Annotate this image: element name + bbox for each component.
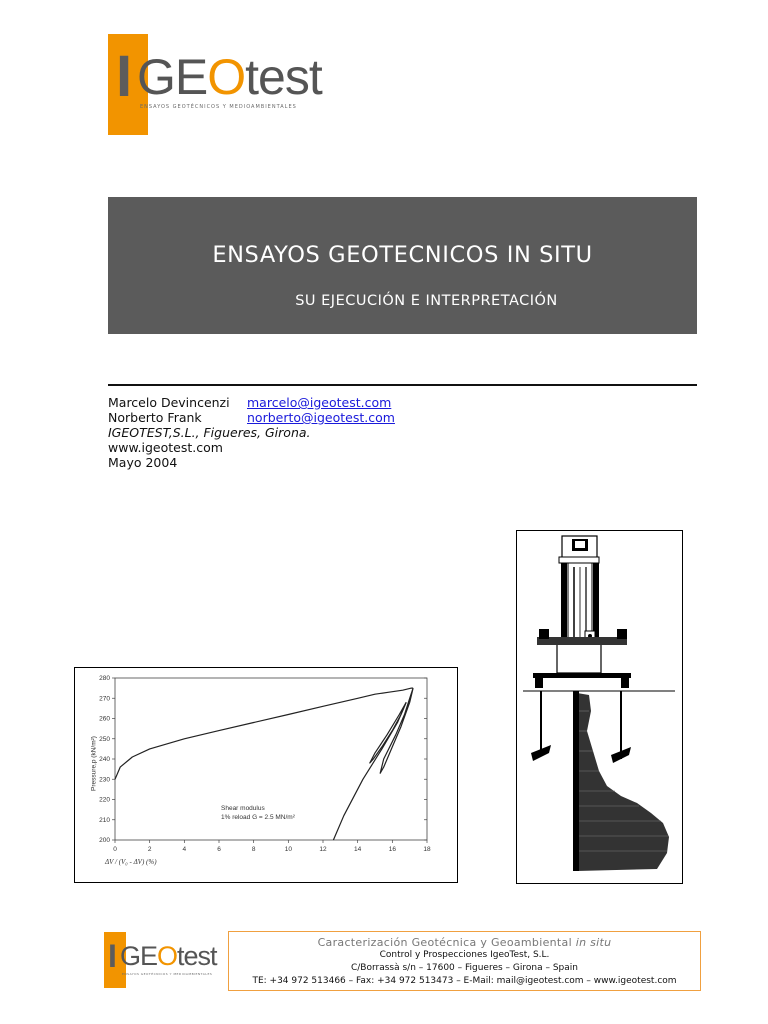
pressure-curve [115, 688, 413, 779]
date-text: Mayo 2004 [108, 455, 178, 470]
author-row [108, 395, 528, 410]
footer-company: Control y Prospecciones IgeoTest, S.L. [379, 950, 550, 960]
divider-rule [108, 384, 697, 386]
device-crossbar [559, 557, 599, 563]
header-logo [108, 34, 322, 136]
website-text: www.igeotest.com [108, 440, 223, 455]
authors-block [108, 395, 528, 470]
logo-word-start: GE [137, 49, 208, 105]
x-tick-label: 0 [113, 846, 117, 853]
logo-word-end: test [177, 941, 217, 971]
device-base-plate [537, 637, 627, 645]
pressuremeter-chart-figure [74, 667, 458, 883]
y-axis-label: Pressure,p (kN/m²) [90, 736, 98, 791]
document-title: ENSAYOS GEOTECNICOS IN SITU [212, 242, 593, 268]
x-tick-label: 6 [217, 846, 221, 853]
x-tick-label: 4 [182, 846, 187, 853]
logo-wordmark [120, 939, 217, 973]
logo-word-end: test [245, 49, 322, 105]
footer-logo [104, 932, 217, 988]
x-tick-label: 2 [147, 846, 152, 853]
chart-annotation [221, 804, 295, 822]
footer-tagline-italic: in situ [575, 936, 612, 949]
pressuremeter-chart [75, 668, 457, 882]
x-axis-label: ΔV / (V₀ - ΔV) (%) [105, 858, 157, 866]
logo-word-o: O [157, 941, 178, 971]
x-tick-label: 18 [423, 846, 431, 853]
author-email-link[interactable]: norberto@igeotest.com [247, 410, 395, 425]
footer-address: C/Borrassà s/n – 17600 – Figueres – Girona – Spain [350, 963, 578, 973]
footer-tagline [229, 936, 700, 949]
device-body [557, 643, 601, 673]
logo-tagline: ENSAYOS GEOTÉCNICOS Y MEDIOAMBIENTALES [140, 104, 297, 110]
footer-tagline-text: Caracterización Geotécnica y Geoambiental [317, 936, 576, 949]
company-line: IGEOTEST,S.L., Figueres, Girona. [108, 425, 311, 440]
x-tick-label: 12 [319, 846, 327, 853]
logo-tagline: ENSAYOS GEOTÉCNICOS Y MEDIOAMBIENTALES [122, 972, 213, 976]
annotation-line-1: Shear modulus [221, 805, 265, 812]
x-tick-label: 8 [251, 846, 256, 853]
pressuremeter-equipment-figure [516, 530, 683, 884]
y-tick-label: 200 [99, 837, 110, 844]
x-tick-label: 10 [284, 846, 292, 853]
y-tick-label: 280 [99, 675, 110, 682]
logo-word-o: O [207, 49, 246, 105]
footer-contact-box [228, 931, 701, 991]
logo-wordmark [137, 46, 322, 108]
y-tick-label: 220 [99, 796, 110, 804]
y-tick-label: 260 [99, 715, 110, 723]
pressure-curve [333, 702, 406, 840]
footer-contacts: TE: +34 972 513466 – Fax: +34 972 513473 – E-Mail: mail@igeotest.com – www.igeotest.com [252, 976, 677, 986]
annotation-line-2: 1% reload G = 2.5 MN/m² [221, 814, 295, 821]
logo-letter-i: I [116, 44, 133, 109]
y-tick-label: 210 [99, 816, 110, 824]
y-tick-label: 240 [99, 756, 110, 763]
device-cap-window [575, 541, 585, 548]
pressure-curve [370, 702, 406, 763]
author-name: Norberto Frank [108, 410, 202, 425]
logo-word-start: GE [120, 941, 158, 971]
y-tick-label: 230 [99, 776, 110, 784]
author-email-link[interactable]: marcelo@igeotest.com [247, 395, 392, 410]
pressure-curve [380, 688, 413, 773]
author-name: Marcelo Devincenzi [108, 395, 230, 410]
y-tick-label: 250 [99, 735, 110, 743]
soil-profile [577, 693, 669, 871]
device-column-left [561, 563, 567, 643]
document-subtitle: SU EJECUCIÓN E INTERPRETACIÓN [295, 293, 558, 309]
logo-letter-i: I [108, 938, 117, 974]
x-tick-label: 16 [388, 846, 396, 853]
title-banner [108, 197, 697, 334]
x-tick-label: 14 [354, 846, 362, 853]
y-tick-label: 270 [99, 695, 110, 703]
author-row [108, 410, 528, 425]
equipment-drawing [517, 531, 682, 883]
